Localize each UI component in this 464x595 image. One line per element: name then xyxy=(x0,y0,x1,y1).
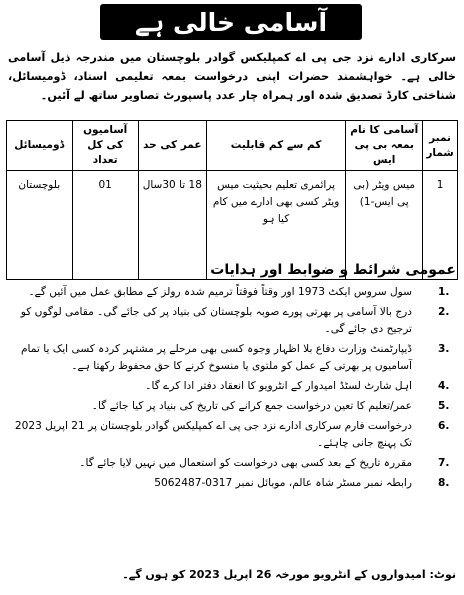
rule-text: رابطہ نمبر مسٹر شاہ عالم، موبائل نمبر 0317-5062487 xyxy=(154,477,412,489)
list-item xyxy=(8,304,456,338)
rule-text: سول سروس ایکٹ 1973 اور وقتاً فوقتاً ترمیم شدہ رولز کے مطابق عمل میں آئیں گے۔ xyxy=(28,286,412,298)
page-title: آسامی خالی ہے xyxy=(134,7,328,37)
cell-post-count: 01 xyxy=(72,171,138,280)
rule-text: مقررہ تاریخ کے بعد کسی بھی درخواست کو استعمال میں نہیں لایا جائے گا۔ xyxy=(79,457,412,469)
rule-number: 6. xyxy=(438,420,450,432)
cell-qualification: پرائمری تعلیم بحیثیت میس ویٹر کسی بھی ادارے میں کام کیا ہو xyxy=(206,171,346,280)
header-qualification: کم سے کم قابلیت xyxy=(206,121,346,171)
list-item xyxy=(8,378,456,395)
rule-text: عمر/تعلیم کا تعین درخواست جمع کرانے کی تاریخ کی بنیاد پر کیا جائے گا۔ xyxy=(91,400,412,412)
rule-number: 8. xyxy=(438,477,450,489)
rules-heading: عمومی شرائط و ضوابط اور ہدایات xyxy=(210,262,456,278)
list-item xyxy=(8,341,456,375)
title-banner xyxy=(100,4,362,40)
list-item xyxy=(8,475,456,492)
table-header-row xyxy=(7,121,458,171)
cell-serial-number: 1 xyxy=(423,171,458,280)
rule-number: 3. xyxy=(438,343,450,355)
cell-post-name: میس ویٹر (بی پی ایس-1) xyxy=(346,171,423,280)
intro-paragraph: سرکاری ادارے نزد جی پی اے کمپلیکس گوادر بلوچستان میں مندرجہ ذیل آسامی خالی ہے۔ خواہشمند حضرات اپنی درخواست بمعہ تعلیمی اسناد، ڈومیسائل، شناختی کارڈ تصدیق شدہ اور ہمراہ چار عدد پاسپورٹ تصاویر ساتھ لے آئیں۔ xyxy=(8,51,456,102)
list-item xyxy=(8,418,456,452)
vacancy-table xyxy=(6,120,458,280)
header-age-limit: عمر کی حد xyxy=(138,121,206,171)
rule-number: 2. xyxy=(438,306,450,318)
note-line xyxy=(16,568,456,581)
list-item xyxy=(8,398,456,415)
header-serial-number: نمبر شمار xyxy=(423,121,458,171)
rules-list xyxy=(8,284,456,495)
list-item xyxy=(8,284,456,301)
list-item xyxy=(8,455,456,472)
header-post-count: آسامیوں کی کل تعداد xyxy=(72,121,138,171)
rule-text: درخواست فارم سرکاری ادارے نزد جی پی اے کمپلیکس گوادر بلوچستان پر 21 اپریل 2023 تک پہنچ جانی چاہئے۔ xyxy=(14,420,412,449)
rule-number: 4. xyxy=(438,380,450,392)
rule-text: درج بالا آسامی پر بھرتی پورے صوبہ بلوچستان کی بنیاد پر کی جائے گی۔ مقامی لوگوں کو ترجیح دی جائے گی۔ xyxy=(20,306,412,335)
header-domicile: ڈومیسائل xyxy=(7,121,73,171)
cell-domicile: بلوچستان xyxy=(7,171,73,280)
rule-text: ڈیپارٹمنٹ وزارت دفاع بلا اظہار وجوہ کسی بھی مرحلے پر مشتہر کردہ کسی ایک یا تمام آسامیوں پر بھرتی کے عمل کو ملتوی یا منسوخ کرنے کا حق محفوظ رکھتا ہے۔ xyxy=(20,343,412,372)
header-post-name: آسامی کا نام بمعہ بی پی ایس xyxy=(346,121,423,171)
cell-age-limit: 18 تا 30سال xyxy=(138,171,206,280)
rule-text: اہل شارٹ لسٹڈ امیدوار کے انٹرویو کا انعقاد دفتر ادا کرے گا۔ xyxy=(145,380,412,392)
note-text: امیدواروں کے انٹرویو مورخہ 26 اپریل 2023 کو ہوں گے۔ xyxy=(122,568,426,581)
note-label: نوٹ: xyxy=(429,568,456,581)
rule-number: 5. xyxy=(438,400,450,412)
rule-number: 1. xyxy=(438,286,450,298)
rule-number: 7. xyxy=(438,457,450,469)
